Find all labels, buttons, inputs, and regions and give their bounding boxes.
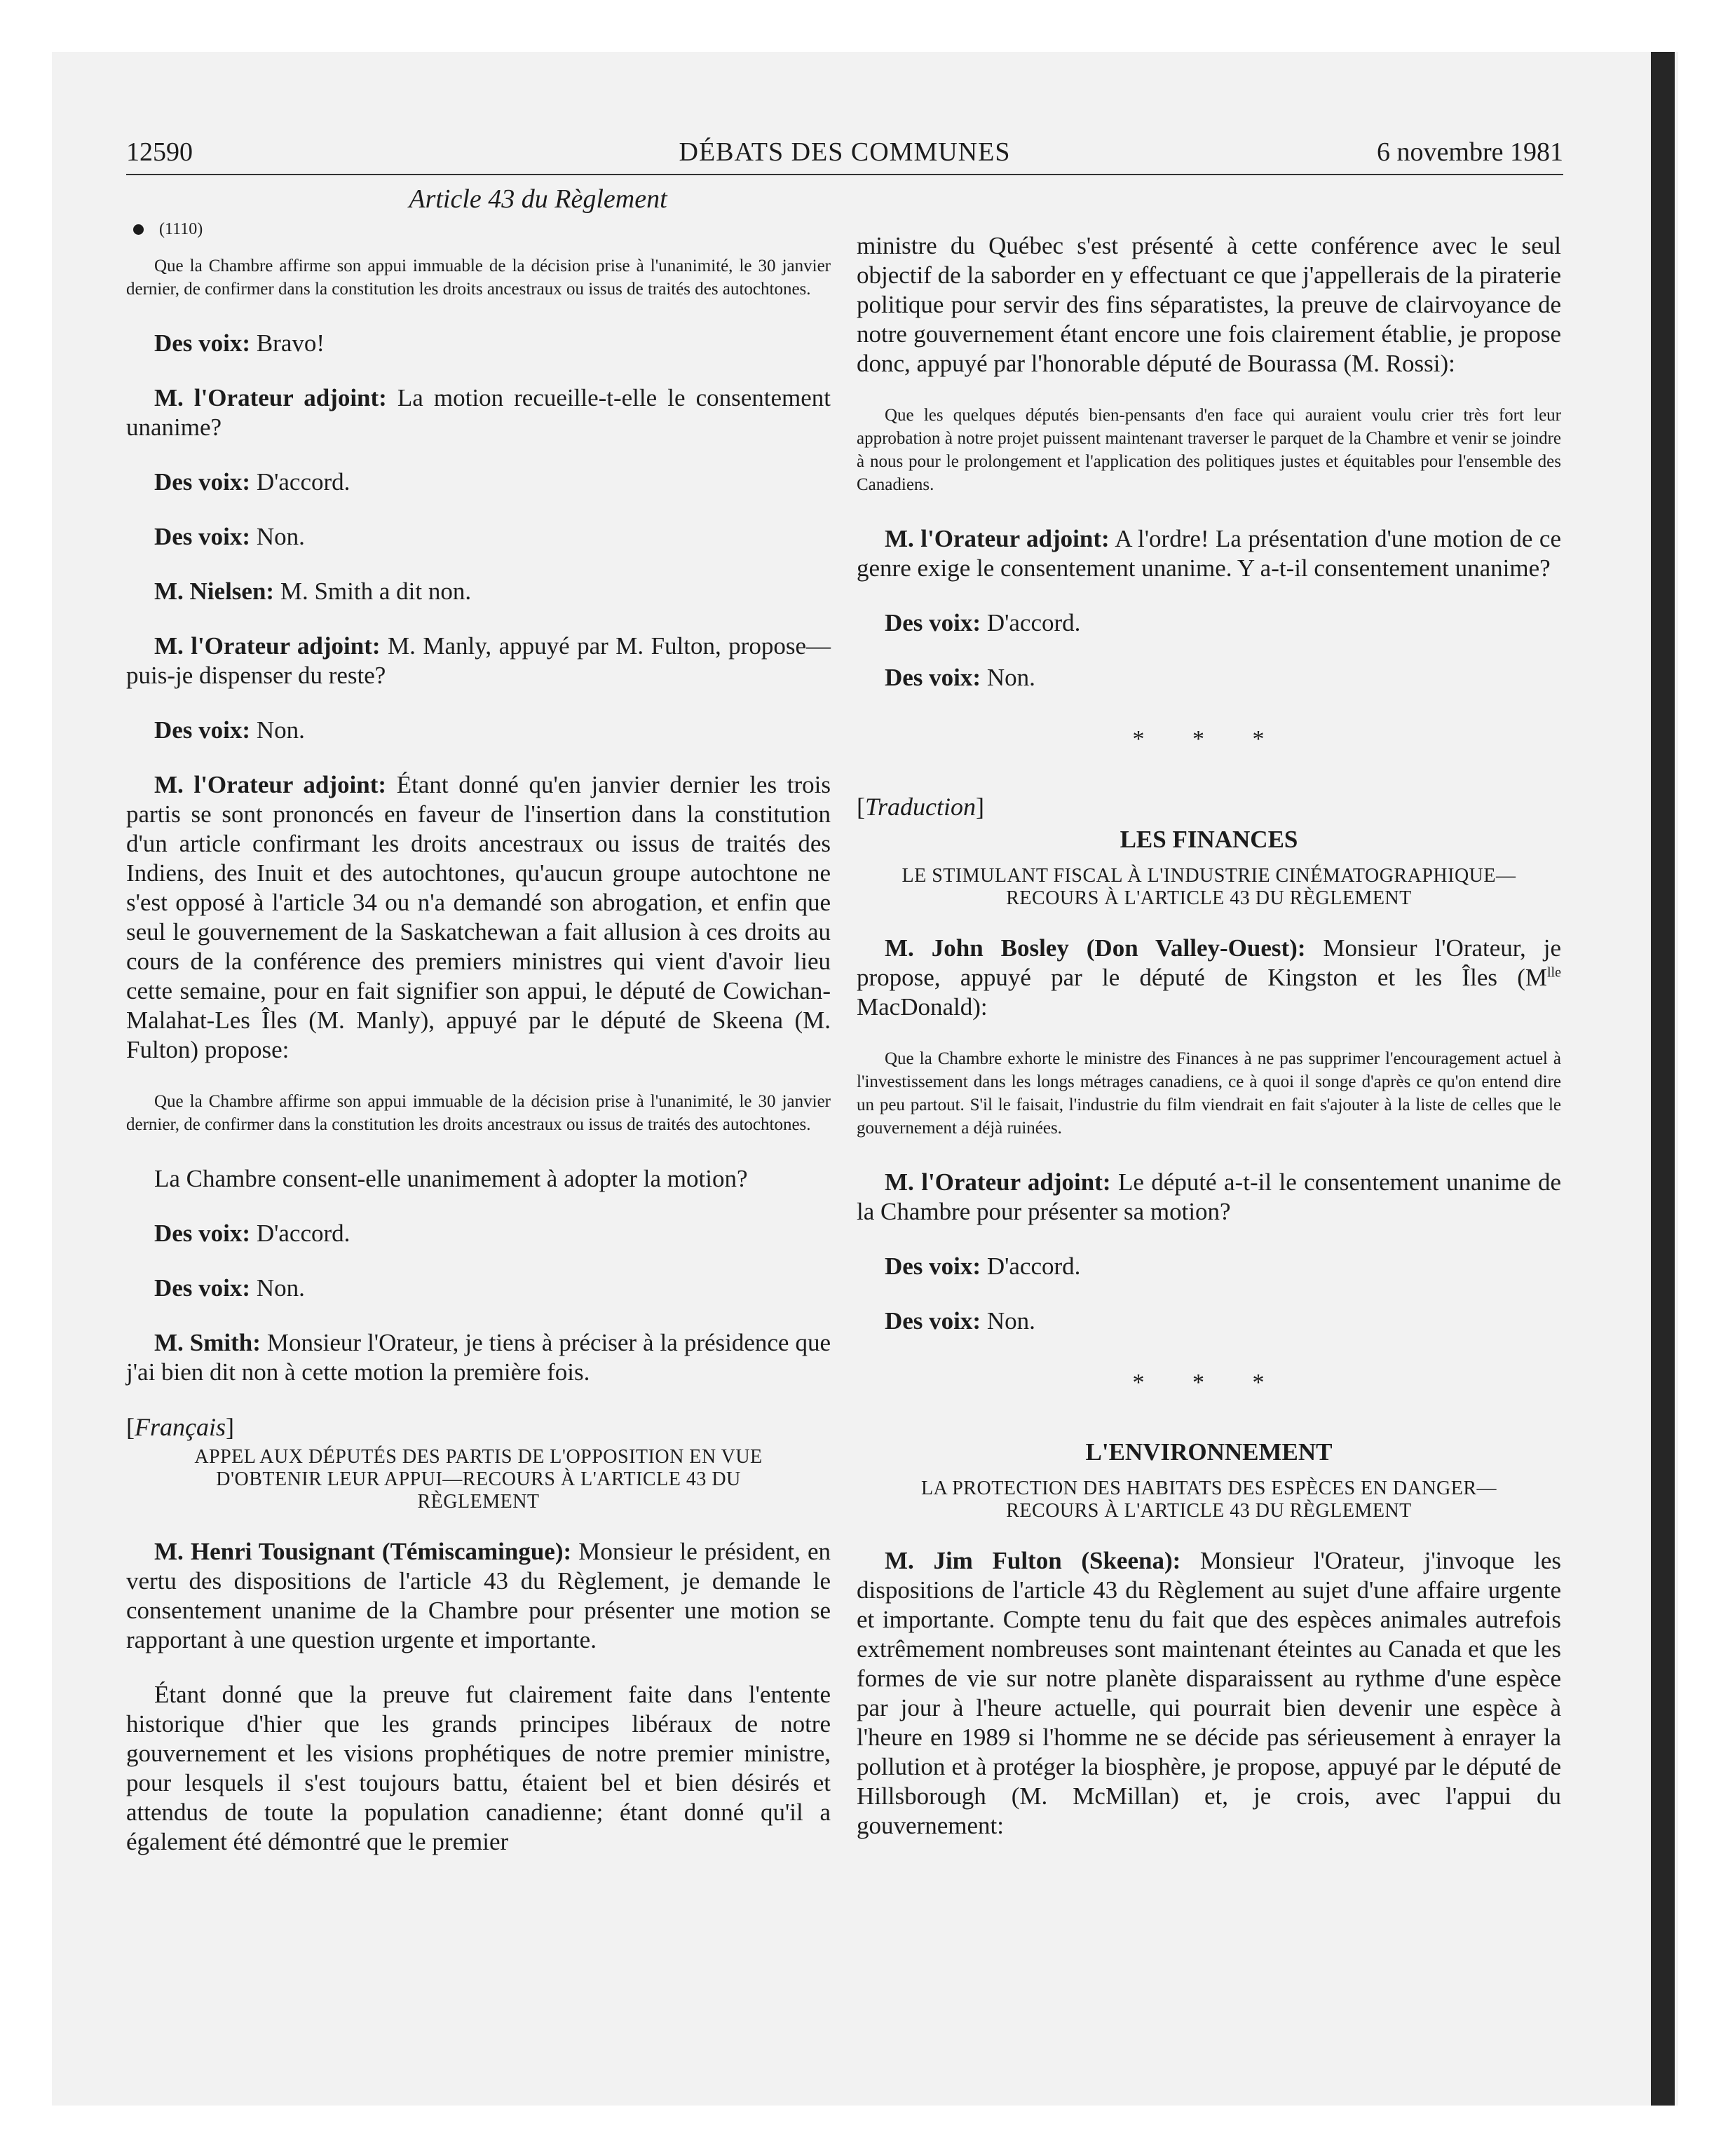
section-separator: * * * [1132,726,1286,752]
page-header [126,137,1563,175]
speech [126,716,831,745]
bracket: [ [126,1413,135,1441]
speech [126,632,831,690]
speech-text: Étant donné qu'en janvier dernier les trois partis se sont prononcés en faveur de l'insertion dans la constitution d'un article confirmant les droits ancestraux ou issus de traités des Indiens, des Inuit et des autochtones, qu'aucun groupe autochtone ne s'est opposé à l'article 34 ou n'a demandé son abrogation, et enfin que seul le gouvernement de la Saskatchewan a fait allusion à ces droits au cours de la conférence des premiers ministres qui vient d'avoir lieu cette semaine, pour en fait signifier son appui, le député de Cowichan-Malahat-Les Îles (M. Manly), appuyé par le député de Skeena (M. Fulton) propose: [126,771,831,1063]
paragraph: ministre du Québec s'est présenté à cette conférence avec le seul objectif de la saborder en y effectuant ce que j'appellerais de la piraterie politique pour servir des fins séparatistes, la preuve de clairvoyance de notre gouvernement étant encore une fois clairement établie, je propose donc, appuyé par l'honorable député de Bourassa (M. Rossi): [857,232,1561,377]
speaker-name: Des voix: [885,609,981,636]
page-number: 12590 [126,137,193,167]
language-note [857,792,1561,821]
speech-text: Bravo! [250,329,325,357]
speaker-name: Des voix: [154,716,251,744]
speaker-name: Des voix: [154,1220,251,1247]
speech-text: Monsieur l'Orateur, je tiens à préciser à la présidence que j'ai bien dit non à cette motion la première fois. [126,1329,831,1386]
speech-text: Non. [981,1307,1035,1335]
speaker-name: M. l'Orateur adjoint: [154,384,387,411]
speech [857,1546,1561,1841]
speech-text: M. Smith a dit non. [274,578,472,605]
left-column [126,184,831,1882]
section-title: LES FINANCES [1120,826,1298,853]
speech [126,329,831,358]
speech [126,770,831,1065]
language-word: Français [135,1413,226,1441]
right-column [857,231,1561,1866]
speech [857,1168,1561,1227]
speaker-name: M. John Bosley (Don Valley-Ouest): [885,934,1306,962]
speaker-name: Des voix: [885,1307,981,1335]
speech-text: Monsieur l'Orateur, j'invoque les dispositions de l'article 43 du Règlement au sujet d'une affaire urgente et importante. Compte tenu du fait que des espèces animales autrefois extrêmement nombreuses sont maintenant éteintes au Canada et que les formes de vie sur notre planète disparaissent au rythme d'une espèce par jour à l'heure actuelle, qui pourrait bien devenir une espèce à l'heure en 1989 si l'homme ne se décide pas sérieusement à enrayer la pollution et à protéger la biosphère, je propose, appuyé par le député de Hillsborough (M. McMillan) et, je crois, avec l'appui du gouvernement: [857,1547,1561,1839]
question-text: La Chambre consent-elle unanimement à adopter la motion? [154,1165,748,1192]
page-date: 6 novembre 1981 [1377,137,1563,167]
speaker-name: M. Henri Tousignant (Témiscamingue): [154,1538,572,1565]
speech-text: Le député a-t-il le consentement unanime de la Chambre pour présenter sa motion? [857,1168,1562,1225]
speech [126,383,831,442]
speaker-name: M. l'Orateur adjoint: [885,1168,1111,1196]
speech-text: D'accord. [981,609,1081,636]
speaker-name: Des voix: [885,664,981,691]
speech [126,522,831,552]
article-heading: Article 43 du Règlement [409,184,667,214]
subheading: APPEL AUX DÉPUTÉS DES PARTIS DE L'OPPOSITION EN VUE D'OBTENIR LEUR APPUI—RECOURS À L'ARTICLE 43 DU RÈGLEMENT [194,1446,763,1513]
subheading: LE STIMULANT FISCAL À L'INDUSTRIE CINÉMATOGRAPHIQUE—RECOURS À L'ARTICLE 43 DU RÈGLEMENT [901,865,1516,909]
section-title: L'ENVIRONNEMENT [1085,1438,1333,1466]
speech-text: D'accord. [981,1253,1081,1280]
speaker-name: Des voix: [154,329,251,357]
speech [126,1219,831,1248]
speech-text: Monsieur l'Orateur, je propose, appuyé par le député de Kingston et les Îles (M [857,934,1561,991]
bracket: ] [976,793,985,821]
speaker-name: Des voix: [154,468,251,496]
publication-title: DÉBATS DES COMMUNES [679,137,1011,167]
speech [126,1328,831,1387]
paragraph: Étant donné que la preuve fut clairement faite dans l'entente historique d'hier que les grands principes libéraux de notre gouvernement et les visions prophétiques de notre premier ministre, pour lesquels il s'est toujours battu, étaient bel et bien désirés et attendus de toute la population canadienne; étant donné qu'il a également été démontré que le premier [126,1681,831,1855]
speaker-name: M. l'Orateur adjoint: [885,525,1110,552]
speech-text: Non. [981,664,1035,691]
speech-text: La motion recueille-t-elle le consentement unanime? [126,384,831,441]
speech-text: Non. [250,716,305,744]
speech-text: Non. [250,523,305,550]
time-mark-text: (1110) [159,220,203,238]
bullet-icon [133,224,144,235]
speech-text: Non. [250,1274,305,1302]
speech-text: D'accord. [250,468,351,496]
speech [857,608,1561,638]
section-separator: * * * [1132,1370,1286,1396]
motion-text: Que la Chambre affirme son appui immuable de la décision prise à l'unanimité, le 30 janvier dernier, de confirmer dans la constitution les droits ancestraux ou issus de traités des autochtones. [126,257,831,299]
speech [126,1274,831,1303]
speech-text: A l'ordre! La présentation d'une motion de ce genre exige le consentement unanime. Y a-t-il consentement unanime? [857,525,1562,582]
speech [857,524,1561,583]
speech-text-end: MacDonald): [857,993,988,1021]
speech-text: D'accord. [250,1220,351,1247]
bracket: [ [857,793,865,821]
time-mark [133,220,831,239]
language-note [126,1412,831,1442]
scan-edge-bar [1651,52,1675,2106]
speech-text: Monsieur le président, en vertu des dispositions de l'article 43 du Règlement, je demande le consentement unanime de la Chambre pour présenter une motion se rapportant à une question urgente et importante. [126,1538,831,1653]
speech [126,1537,831,1655]
superscript: lle [1547,964,1561,981]
motion-text: Que la Chambre exhorte le ministre des Finances à ne pas supprimer l'encouragement actuel à l'investissement dans les longs métrages canadiens, ce à quoi il songe d'après ce qu'on entend dire un peu partout. S'il le faisait, l'industrie du film viendrait en fait s'ajouter à la liste de celles que le gouvernement a déjà ruinées. [857,1049,1561,1138]
speaker-name: M. Nielsen: [154,578,275,605]
speaker-name: Des voix: [154,1274,251,1302]
speaker-name: M. l'Orateur adjoint: [154,632,381,660]
language-word: Traduction [865,793,977,821]
motion-text: Que la Chambre affirme son appui immuable de la décision prise à l'unanimité, le 30 janvier dernier, de confirmer dans la constitution les droits ancestraux ou issus de traités des autochtones. [126,1092,831,1134]
speaker-name: Des voix: [885,1253,981,1280]
speech [857,663,1561,692]
speech [857,1306,1561,1336]
motion-text: Que les quelques députés bien-pensants d'en face qui auraient voulu crier très fort leur approbation à notre projet puissent maintenant traverser le parquet de la Chambre et venir se joindre à nous pour le prolongement et l'application des politiques justes et équitables pour l'ensemble des Canadiens. [857,406,1561,494]
speech [126,577,831,606]
speaker-name: M. Smith: [154,1329,261,1356]
speech [126,468,831,497]
speech [857,934,1561,1022]
speech [857,1252,1561,1281]
speaker-name: Des voix: [154,523,251,550]
bracket: ] [226,1413,234,1441]
speech-text: M. Manly, appuyé par M. Fulton, propose—puis-je dispenser du reste? [126,632,831,689]
subheading: LA PROTECTION DES HABITATS DES ESPÈCES EN DANGER—RECOURS À L'ARTICLE 43 DU RÈGLEMENT [920,1478,1497,1522]
speaker-name: M. l'Orateur adjoint: [154,771,387,798]
speaker-name: M. Jim Fulton (Skeena): [885,1547,1181,1574]
